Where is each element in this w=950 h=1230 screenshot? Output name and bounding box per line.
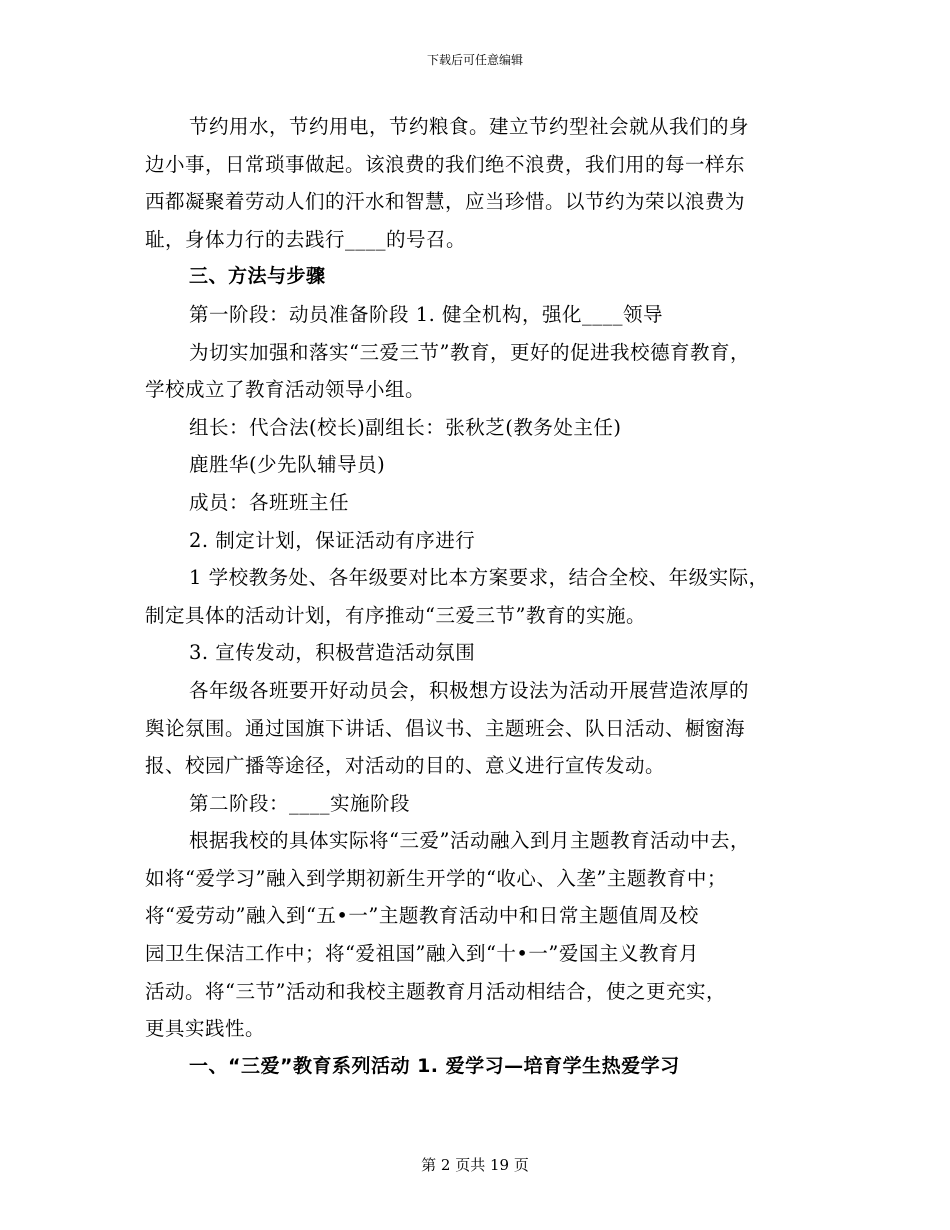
paragraph-line: 各年级各班要开好动员会，积极想方设法为活动开展营造浓厚的 (189, 678, 750, 702)
paragraph-line: 根据我校的具体实际将“三爱”活动融入到月主题教育活动中去， (189, 829, 750, 853)
section-heading: 三、方法与步骤 (189, 265, 326, 288)
paragraph-line: 边小事，日常琐事做起。该浪费的我们绝不浪费，我们用的每一样东 (145, 152, 746, 176)
paragraph-line: 第一阶段：动员准备阶段 1. 健全机构，强化____领导 (189, 302, 664, 326)
paragraph-line: 制定具体的活动计划，有序推动“三爱三节”教育的实施。 (145, 603, 646, 627)
paragraph-line: 活动。将“三节”活动和我校主题教育月活动相结合，使之更充实， (145, 979, 726, 1003)
paragraph-line: 报、校园广播等途径，对活动的目的、意义进行宣传发动。 (145, 754, 666, 778)
paragraph-line: 园卫生保洁工作中；将“爱祖国”融入到“十•一”爱国主义教育月 (145, 942, 699, 966)
paragraph-line: 1 学校教务处、各年级要对比本方案要求，结合全校、年级实际， (189, 566, 769, 590)
page-header-note: 下载后可任意编辑 (426, 53, 523, 67)
document-body (145, 108, 810, 1085)
paragraph-line: 更具实践性。 (145, 1017, 266, 1041)
paragraph-line: 西都凝聚着劳动人们的汗水和智慧，应当珍惜。以节约为荣以浪费为 (145, 190, 746, 214)
paragraph-line: 如将“爱学习”融入到学期初新生开学的“收心、入垄”主题教育中； (145, 866, 727, 890)
paragraph-line: 组长：代合法(校长)副组长：张秋芝(教务处主任) (189, 415, 622, 439)
paragraph-line: 2. 制定计划，保证活动有序进行 (189, 528, 476, 552)
paragraph-line: 学校成立了教育活动领导小组。 (145, 378, 426, 402)
page-number-footer: 第 2 页共 19 页 (421, 1156, 529, 1174)
paragraph-line: 第二阶段：____实施阶段 (189, 791, 411, 815)
paragraph-line: 鹿胜华(少先队辅导员) (189, 453, 386, 477)
paragraph-line: 为切实加强和落实“三爱三节”教育，更好的促进我校德育教育， (189, 340, 750, 364)
section-heading: 一、“三爱”教育系列活动 1. 爱学习—培育学生热爱学习 (189, 1054, 680, 1077)
paragraph-line: 舆论氛围。通过国旗下讲话、倡议书、主题班会、队日活动、橱窗海 (145, 716, 746, 740)
paragraph-line: 耻，身体力行的去践行____的号召。 (145, 227, 467, 251)
paragraph-line: 将“爱劳动”融入到“五•一”主题教育活动中和日常主题值周及校 (145, 904, 699, 928)
paragraph-line: 3. 宣传发动，积极营造活动氛围 (189, 641, 476, 665)
paragraph-line: 成员：各班班主任 (189, 490, 350, 514)
paragraph-line: 节约用水，节约用电，节约粮食。建立节约型社会就从我们的身 (189, 115, 750, 138)
